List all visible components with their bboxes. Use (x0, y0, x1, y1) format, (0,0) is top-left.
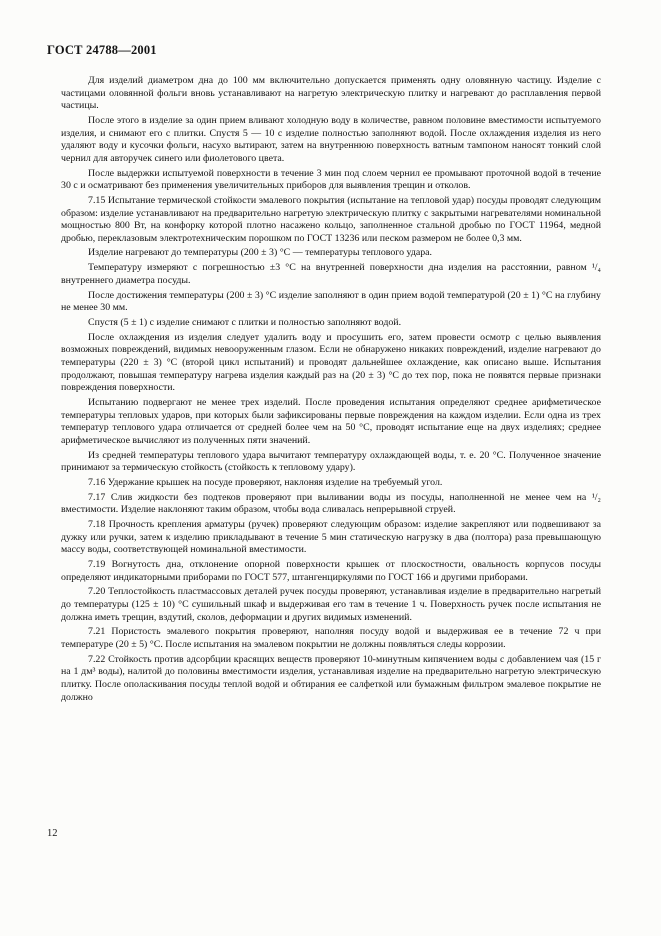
paragraph: После охлаждения из изделия следует удалить воду и просушить его, затем провести осмотр с целью выявления возможных повреждений, видимых невооруженным глазом. Если не обнаружено никаких повреждений, изделие нагревают до температуры (220 ± 3) °С (второй цикл испытаний) и проводят дальнейшее охлаждение, как описано выше. Испытания продолжают, повышая температуру нагрева изделия каждый раз на (20 ± 3) °С до тех пор, пока не появятся первые признаки повреждения поверхности. (61, 331, 601, 394)
paragraph-7-18: 7.18 Прочность крепления арматуры (ручек) проверяют следующим образом: изделие закрепляют или подвешивают за дужку или ручки, затем к изделию прикладывают в течение 5 мин статическую нагрузку в два (полтора) раза превышающую массу воды, соответствующей номинальной вместимости. (61, 519, 601, 556)
paragraph: Спустя (5 ± 1) с изделие снимают с плитки и полностью заполняют водой. (88, 317, 402, 328)
page-header: ГОСТ 24788—2001 (47, 43, 157, 57)
paragraph-7-20: 7.20 Теплостойкость пластмассовых деталей ручек посуды проверяют, устанавливая изделие в предварительно нагретый до температуры (125 ± 10) °С сушильный шкаф и выдерживая его там в течение 1 ч. Поверхность ручек после испытания не должна иметь трещин, вздутий, сколов, деформации и других видимых изменений. (61, 586, 601, 623)
paragraph-7-15: 7.15 Испытание термической стойкости эмалевого покрытия (испытание на тепловой удар) посуды проводят следующим образом: изделие устанавливают на предварительно нагретую электрическую плитку с закрытыми нагревателями номинальной мощностью 800 Вт, на конфорку которой плотно насажено кольцо, заполненное стальной дробью по ГОСТ 11964, медной дробью, переклазовым электротехническим порошком по ГОСТ 13236 или песком размером не более 0,3 мм. (61, 194, 601, 244)
paragraph: Испытанию подвергают не менее трех изделий. После проведения испытания определяют среднее арифметическое температуры тепловых ударов, при которых были зафиксированы первые повреждения на каждом изделии. Если одна из трех температур теплового удара отличается от средней более чем на 50 °С, проводят испытание еще на двух изделиях; среднее арифметическое вычисляют из полученных пяти значений. (61, 396, 601, 446)
paragraph: После достижения температуры (200 ± 3) °С изделие заполняют в один прием водой температурой (20 ± 1) °С на глубину не менее 30 мм. (61, 289, 601, 314)
paragraph-7-16: 7.16 Удержание крышек на посуде проверяют, наклоняя изделие на требуемый угол. (88, 476, 443, 488)
paragraph: Для изделий диаметром дна до 100 мм включительно допускается применять одну оловянную частицу. Изделие с частицами оловянной фольги вновь устанавливают на нагретую электрическую плитку и нагревают до расплавления первой частицы. (61, 75, 601, 112)
page-number: 12 (47, 828, 58, 839)
paragraph: После этого в изделие за один прием вливают холодную воду в количестве, равном половине вместимости испытуемого изделия, и снимают его с плитки. Спустя 5 — 10 с изделие полностью заполняют водой. После охлаждения изделия из него удаляют воду и кусочки фольги, насухо вытирают, затем на внутреннюю поверхность ватным тампоном наносят тонкий слой чернил для авторучек синего или фиолетового цвета. (61, 114, 601, 164)
paragraph-7-19: 7.19 Вогнутость дна, отклонение опорной поверхности крышек от плоскостности, овальность корпусов посуды определяют индикаторными приборами по ГОСТ 577, штангенциркулями по ГОСТ 166 и другими приборами. (61, 559, 601, 583)
paragraph-7-22: 7.22 Стойкость против адсорбции красящих веществ проверяют 10-минутным кипячением воды с добавлением чая (15 г на 1 дм³ воды), налитой до половины вместимости изделия, устанавливая изделие на предварительно нагретую электрическую плитку. После ополаскивания посуды теплой водой и обтирания ее салфеткой или бумажным фильтром эмалевое покрытие не должно (61, 653, 601, 703)
paragraph: Из средней температуры теплового удара вычитают температуру охлаждающей воды, т. е. 20 °С. Полученное значение принимают за термическую стойкость (стойкость к тепловому удару). (61, 449, 601, 474)
paragraph-7-17: 7.17 Слив жидкости без подтеков проверяют при выливании воды из посуды, наполненной не менее чем на ¹/₂ вместимости. Изделие наклоняют таким образом, чтобы вода сливалась непрерывной струей. (61, 491, 601, 516)
paragraph: После выдержки испытуемой поверхности в течение 3 мин под слоем чернил ее промывают проточной водой в течение 30 с и осматривают без применения увеличительных приборов для выявления трещин и отколов. (61, 167, 601, 192)
page-content (61, 75, 601, 706)
paragraph: Температуру измеряют с погрешностью ±3 °С на внутренней поверхности дна изделия на расстоянии, равном ¹/₄ внутреннего диаметра посуды. (61, 262, 601, 286)
paragraph-7-21: 7.21 Пористость эмалевого покрытия проверяют, наполняя посуду водой и выдерживая ее в течение 72 ч при температуре (20 ± 5) °С. После испытания на эмалевом покрытии не должны появляться следы коррозии. (61, 626, 601, 650)
paragraph: Изделие нагревают до температуры (200 ± 3) °С — температуры теплового удара. (88, 247, 433, 259)
